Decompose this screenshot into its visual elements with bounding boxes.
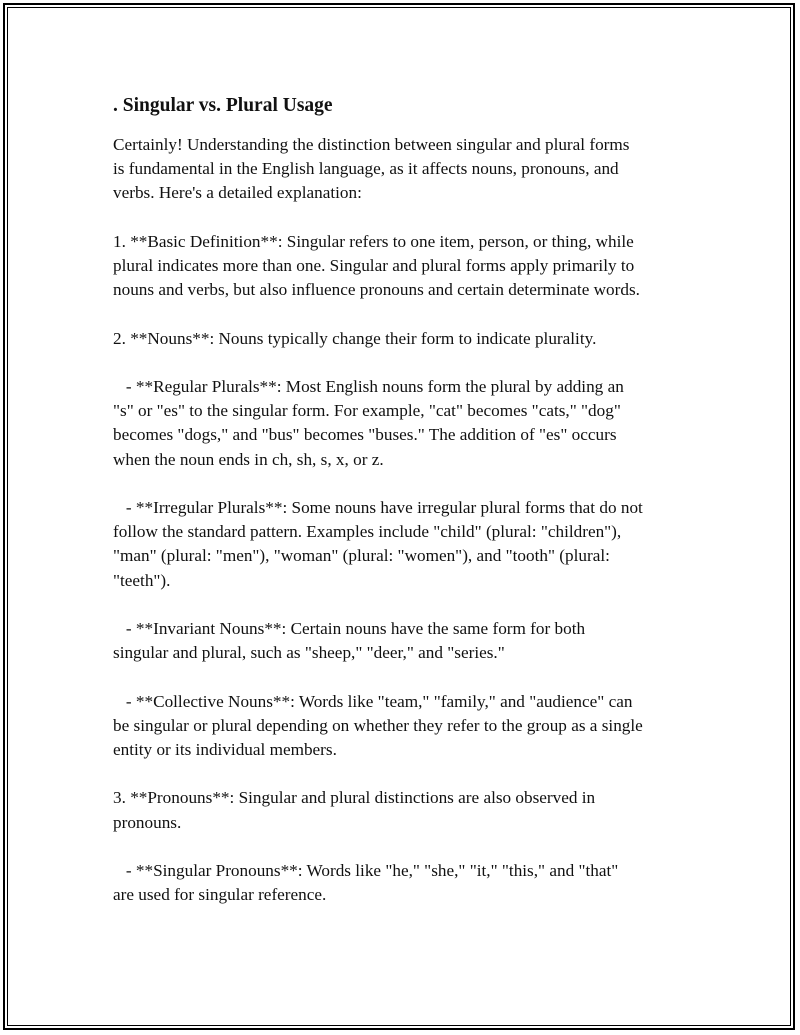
text-line: - **Invariant Nouns**: Certain nouns have the same form for both — [113, 618, 586, 638]
text-line: 2. **Nouns**: Nouns typically change their form to indicate plurality. — [113, 328, 597, 348]
paragraph — [113, 375, 693, 472]
text-line: "teeth"). — [113, 570, 171, 590]
paragraph — [113, 859, 693, 907]
text-line: are used for singular reference. — [113, 885, 327, 905]
paragraph — [113, 690, 693, 763]
text-line: entity or its individual members. — [113, 739, 337, 759]
text-line: plural indicates more than one. Singular and plural forms apply primarily to — [113, 256, 635, 275]
text-line: when the noun ends in ch, sh, s, x, or z. — [113, 449, 384, 469]
text-line: 1. **Basic Definition**: Singular refers to one item, person, or thing, while — [113, 231, 634, 251]
text-line: follow the standard pattern. Examples include "child" (plural: "children"), — [113, 522, 622, 542]
paragraph — [113, 230, 693, 303]
paragraph — [113, 496, 693, 593]
paragraph-list — [113, 133, 693, 907]
text-line: be singular or plural depending on whether they refer to the group as a single — [113, 715, 643, 735]
text-line: - **Regular Plurals**: Most English nouns form the plural by adding an — [113, 376, 624, 396]
text-line: is fundamental in the English language, as it affects nouns, pronouns, and — [113, 159, 619, 179]
text-line: verbs. Here's a detailed explanation: — [113, 183, 362, 203]
text-line: Certainly! Understanding the distinction between singular and plural forms — [113, 135, 630, 154]
text-line: 3. **Pronouns**: Singular and plural distinctions are also observed in — [113, 788, 596, 808]
paragraph — [113, 327, 693, 351]
text-line: pronouns. — [113, 812, 182, 832]
text-line: "s" or "es" to the singular form. For example, "cat" becomes "cats," "dog" — [113, 401, 621, 421]
text-line: nouns and verbs, but also influence pronouns and certain determinate words. — [113, 280, 640, 300]
paragraph — [113, 786, 693, 834]
text-line: becomes "dogs," and "bus" becomes "buses." The addition of "es" occurs — [113, 425, 617, 445]
paragraph — [113, 617, 693, 665]
text-line: - **Singular Pronouns**: Words like "he," "she," "it," "this," and "that" — [113, 860, 619, 880]
paragraph — [113, 133, 693, 206]
text-line: - **Irregular Plurals**: Some nouns have irregular plural forms that do not — [113, 497, 643, 517]
document-body — [113, 93, 693, 932]
text-line: "man" (plural: "men"), "woman" (plural: "women"), and "tooth" (plural: — [113, 546, 610, 566]
document-title: . Singular vs. Plural Usage — [113, 95, 333, 116]
text-line: - **Collective Nouns**: Words like "team," "family," and "audience" can — [113, 691, 633, 711]
text-line: singular and plural, such as "sheep," "deer," and "series." — [113, 643, 505, 663]
